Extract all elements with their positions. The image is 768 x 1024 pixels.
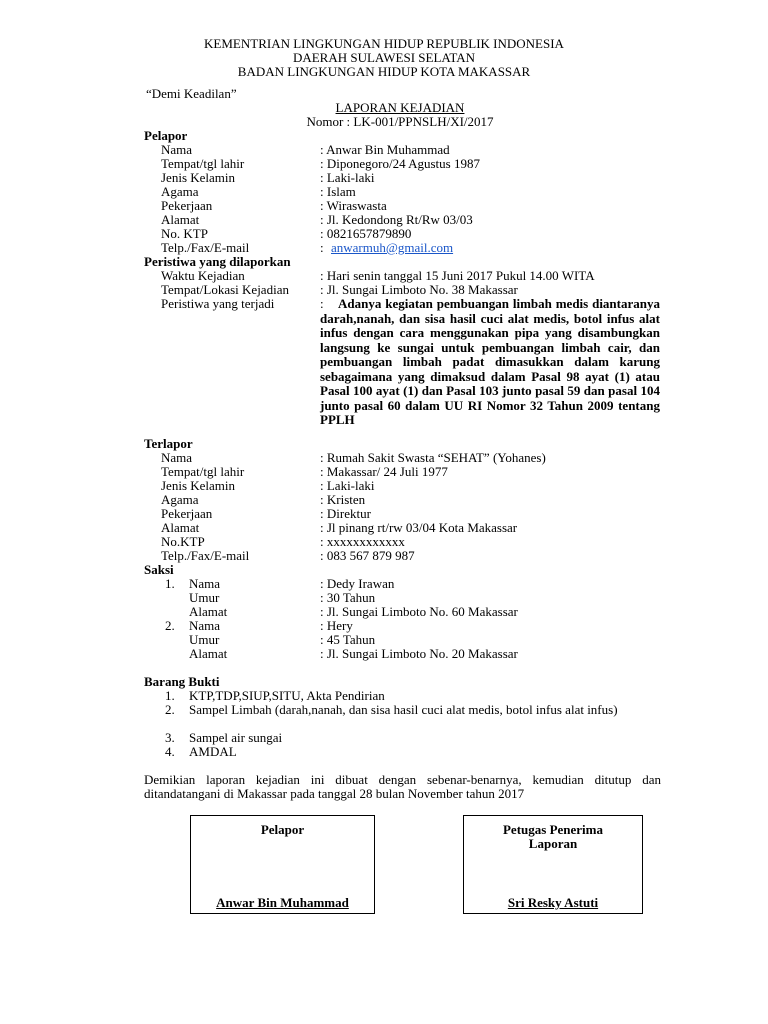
field-label: Alamat <box>189 604 228 619</box>
list-number: 2. <box>165 618 175 633</box>
field-label: Telp./Fax/E-mail <box>161 240 250 255</box>
field-label: Jenis Kelamin <box>161 478 236 493</box>
barang-bukti-heading: Barang Bukti <box>144 674 220 689</box>
list-number: 3. <box>165 730 175 745</box>
list-item: Sampel air sungai <box>189 730 283 745</box>
field-value: : Hery <box>320 618 353 633</box>
field-label: Nama <box>161 142 193 157</box>
field-label: Peristiwa yang terjadi <box>161 296 275 311</box>
field-value: : Anwar Bin Muhammad <box>320 142 450 157</box>
field-label: Nama <box>161 450 193 465</box>
list-number: 1. <box>165 688 175 703</box>
list-item: AMDAL <box>189 744 237 759</box>
field-value: : 0821657879890 <box>320 226 412 241</box>
field-label: Tempat/Lokasi Kejadian <box>161 282 289 297</box>
field-value: : Rumah Sakit Swasta “SEHAT” (Yohanes) <box>320 450 546 465</box>
pelapor-heading: Pelapor <box>144 128 188 143</box>
email-link[interactable]: anwarmuh@gmail.com <box>331 240 454 255</box>
desc-colon: : <box>320 296 324 311</box>
saksi-heading: Saksi <box>144 562 174 577</box>
field-value: : Hari senin tanggal 15 Juni 2017 Pukul 14.00 WITA <box>320 268 595 283</box>
field-label: Umur <box>189 632 220 647</box>
report-number: Nomor : LK-001/PPNSLH/XI/2017 <box>306 114 494 129</box>
list-number: 2. <box>165 702 175 717</box>
field-value: : Direktur <box>320 506 371 521</box>
field-value: : Islam <box>320 184 356 199</box>
field-value: : Laki-laki <box>320 478 375 493</box>
list-number: 1. <box>165 576 175 591</box>
field-label: Alamat <box>189 646 228 661</box>
header-line-3: BADAN LINGKUNGAN HIDUP KOTA MAKASSAR <box>237 64 531 79</box>
field-value: : 30 Tahun <box>320 590 376 605</box>
field-value: : Jl. Sungai Limboto No. 20 Makassar <box>320 646 518 661</box>
field-label: Tempat/tgl lahir <box>161 156 245 171</box>
field-value: : Laki-laki <box>320 170 375 185</box>
field-value: : Jl. Kedondong Rt/Rw 03/03 <box>320 212 473 227</box>
field-label: Alamat <box>161 212 200 227</box>
list-item: Sampel Limbah (darah,nanah, dan sisa hasil cuci alat medis, botol infus alat infus) <box>189 702 618 717</box>
header-line-2: DAERAH SULAWESI SELATAN <box>292 50 476 65</box>
field-label: Agama <box>161 184 199 199</box>
field-label: Nama <box>189 576 221 591</box>
field-value: : Jl. Sungai Limboto No. 38 Makassar <box>320 282 518 297</box>
field-label: No. KTP <box>161 226 208 241</box>
field-label: Tempat/tgl lahir <box>161 464 245 479</box>
field-label: Alamat <box>161 520 200 535</box>
field-value: : Diponegoro/24 Agustus 1987 <box>320 156 480 171</box>
peristiwa-heading: Peristiwa yang dilaporkan <box>144 254 291 269</box>
field-value: : 083 567 879 987 <box>320 548 415 563</box>
signature-title: Petugas Penerima <box>502 822 603 837</box>
signature-title: Laporan <box>528 836 578 851</box>
field-label: Umur <box>189 590 220 605</box>
field-value: : xxxxxxxxxxxx <box>320 534 405 549</box>
closing-paragraph: Demikian laporan kejadian ini dibuat dengan sebenar-benarnya, kemudian ditutup dan ditandatangani di Makassar pada tanggal 28 bulan November tahun 2017 <box>144 772 661 801</box>
field-value: : Dedy Irawan <box>320 576 395 591</box>
signature-box-petugas <box>463 815 643 914</box>
field-label: Jenis Kelamin <box>161 170 236 185</box>
field-value: : 45 Tahun <box>320 632 376 647</box>
field-label: No.KTP <box>161 534 205 549</box>
field-label: Telp./Fax/E-mail <box>161 548 250 563</box>
signature-name: Anwar Bin Muhammad <box>216 895 349 910</box>
header-line-1: KEMENTRIAN LINGKUNGAN HIDUP REPUBLIK INDONESIA <box>204 36 564 51</box>
field-label: Nama <box>189 618 221 633</box>
field-label: Agama <box>161 492 199 507</box>
field-value: : Jl. Sungai Limboto No. 60 Makassar <box>320 604 518 619</box>
field-label: Pekerjaan <box>161 506 213 521</box>
email-colon: : <box>320 240 324 255</box>
field-value: : Jl pinang rt/rw 03/04 Kota Makassar <box>320 520 518 535</box>
signature-title: Pelapor <box>260 822 305 837</box>
signature-name: Sri Resky Astuti <box>507 895 599 910</box>
field-label: Waktu Kejadian <box>161 268 245 283</box>
list-item: KTP,TDP,SIUP,SITU, Akta Pendirian <box>189 688 385 703</box>
report-title: LAPORAN KEJADIAN <box>335 100 465 115</box>
field-value: : Makassar/ 24 Juli 1977 <box>320 464 448 479</box>
field-label: Pekerjaan <box>161 198 213 213</box>
field-value: : Wiraswasta <box>320 198 387 213</box>
signature-box-pelapor <box>190 815 375 914</box>
motto: “Demi Keadilan” <box>146 86 237 101</box>
list-number: 4. <box>165 744 175 759</box>
terlapor-heading: Terlapor <box>144 436 193 451</box>
incident-description: Adanya kegiatan pembuangan limbah medis diantaranya darah,nanah, dan sisa hasil cuci alat medis, botol infus alat infus dengan cara menggunakan pipa yang disambungkan langsung ke sungai untuk pembuangan limbah cair, dan pembuangan limbah padat dimasukkan dalam karung sebagaimana yang dimaksud dalam Pasal 98 ayat (1) atau Pasal 100 ayat (1) dan Pasal 103 junto pasal 59 dan pasal 104 junto pasal 60 dalam UU RI Nomor 32 Tahun 2009 tentang PPLH <box>320 296 660 427</box>
field-value: : Kristen <box>320 492 366 507</box>
